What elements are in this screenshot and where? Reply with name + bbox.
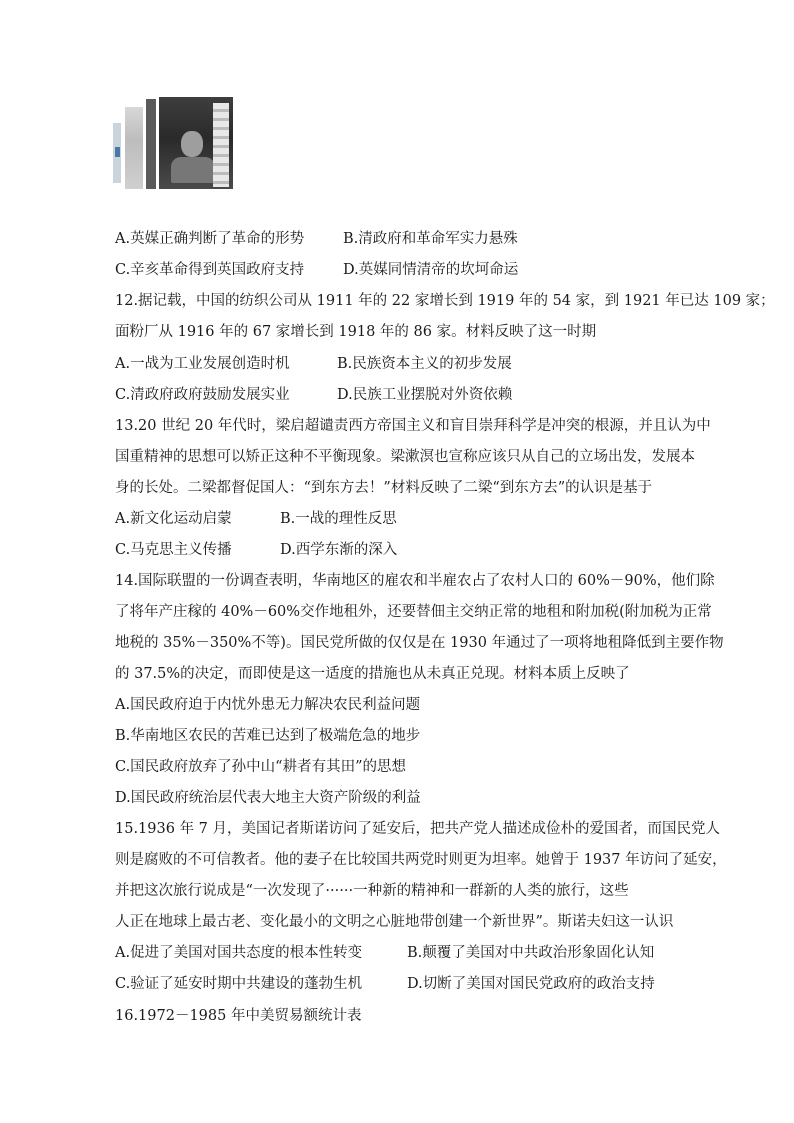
q13-option-b: B.一战的理性反思 — [280, 511, 397, 527]
q14-option-a: A.国民政府迫于内忧外患无力解决农民利益问题 — [115, 697, 421, 713]
q13-stem-line-3: 身的长处。二梁都督促国人：“到东方去！”材料反映了二梁“到东方去”的认识是基于 — [115, 480, 653, 496]
q11-option-b: B.清政府和革命军实力悬殊 — [343, 231, 518, 247]
q13-option-row-1 — [115, 509, 397, 529]
q11-option-a: A.英媒正确判断了革命的形势 — [115, 231, 305, 247]
q15-option-b: B.颠覆了美国对中共政治形象固化认知 — [407, 945, 655, 961]
q15-option-c: C.验证了延安时期中共建设的蓬勃生机 — [115, 976, 363, 992]
q12-option-c: C.清政府政府鼓励发展实业 — [115, 387, 290, 403]
q14-stem-line-1: 14.国际联盟的一份调查表明，华南地区的雇农和半雇农占了农村人口的 60%－90%，他们除 — [115, 573, 715, 589]
q16-stem-line-1: 16.1972－1985 年中美贸易额统计表 — [115, 1008, 362, 1024]
historical-photo — [113, 95, 241, 191]
q13-stem-line-2: 国重精神的思想可以矫正这种不平衡现象。梁漱溟也宣称应该只从自己的立场出发，发展本 — [115, 449, 695, 465]
q11-option-row-2 — [115, 260, 519, 280]
q13-option-row-2 — [115, 540, 398, 560]
q15-option-d: D.切断了美国对国民党政府的政治支持 — [407, 976, 655, 992]
q14-stem-line-3: 地税的 35%－350%不等)。国民党所做的仅仅是在 1930 年通过了一项将地租降低到主要作物 — [115, 635, 724, 651]
q12-option-row-1 — [115, 354, 512, 374]
q12-stem-line-2: 面粉厂从 1916 年的 67 家增长到 1918 年的 86 家。材料反映了这一时期 — [115, 324, 597, 340]
q15-stem-line-3: 并把这次旅行说成是“一次发现了······一种新的精神和一群新的人类的旅行，这些 — [115, 883, 629, 899]
q12-option-b: B.民族资本主义的初步发展 — [337, 356, 512, 372]
q14-option-b: B.华南地区农民的苦难已达到了极端危急的地步 — [115, 728, 421, 744]
q13-stem-line-1: 13.20 世纪 20 年代时，梁启超谴责西方帝国主义和盲目崇拜科学是冲突的根源，并且认为中 — [115, 418, 711, 434]
q12-option-row-2 — [115, 385, 513, 405]
q14-stem-line-2: 了将年产庄稼的 40%－60%交作地租外，还要替佃主交纳正常的地租和附加税(附加税为正常 — [115, 604, 712, 620]
q12-option-d: D.民族工业摆脱对外资依赖 — [337, 387, 513, 403]
q14-option-d: D.国民政府统治层代表大地主大资产阶级的利益 — [115, 790, 421, 806]
q15-stem-line-1: 15.1936 年 7 月，美国记者斯诺访问了延安后，把共产党人描述成俭朴的爱国者，而国民党人 — [115, 821, 721, 837]
q11-option-c: C.辛亥革命得到英国政府支持 — [115, 262, 305, 278]
q12-stem-line-1: 12.据记载，中国的纺织公司从 1911 年的 22 家增长到 1919 年的 54 家，到 1921 年已达 109 家； — [115, 293, 775, 309]
q14-stem-line-4: 的 37.5%的决定，而即使是这一适度的措施也从未真正兑现。材料本质上反映了 — [115, 666, 630, 682]
q15-option-row-2 — [115, 974, 655, 994]
q13-option-c: C.马克思主义传播 — [115, 542, 232, 558]
q11-option-d: D.英媒同情清帝的坎坷命运 — [343, 262, 519, 278]
q14-option-c: C.国民政府放弃了孙中山“耕者有其田”的思想 — [115, 759, 407, 775]
q15-option-row-1 — [115, 943, 655, 963]
q13-option-d: D.西学东渐的深入 — [280, 542, 398, 558]
q13-option-a: A.新文化运动启蒙 — [115, 511, 232, 527]
q15-stem-line-2: 则是腐败的不可信教者。他的妻子在比较国共两党时则更为坦率。她曾于 1937 年访问了延安， — [115, 852, 727, 868]
q12-option-a: A.一战为工业发展创造时机 — [115, 356, 290, 372]
q15-stem-line-4: 人正在地球上最古老、变化最小的文明之心脏地带创建一个新世界”。斯诺夫妇这一认识 — [115, 914, 674, 930]
q15-option-a: A.促进了美国对国共态度的根本性转变 — [115, 945, 363, 961]
q11-option-row-1 — [115, 229, 518, 249]
